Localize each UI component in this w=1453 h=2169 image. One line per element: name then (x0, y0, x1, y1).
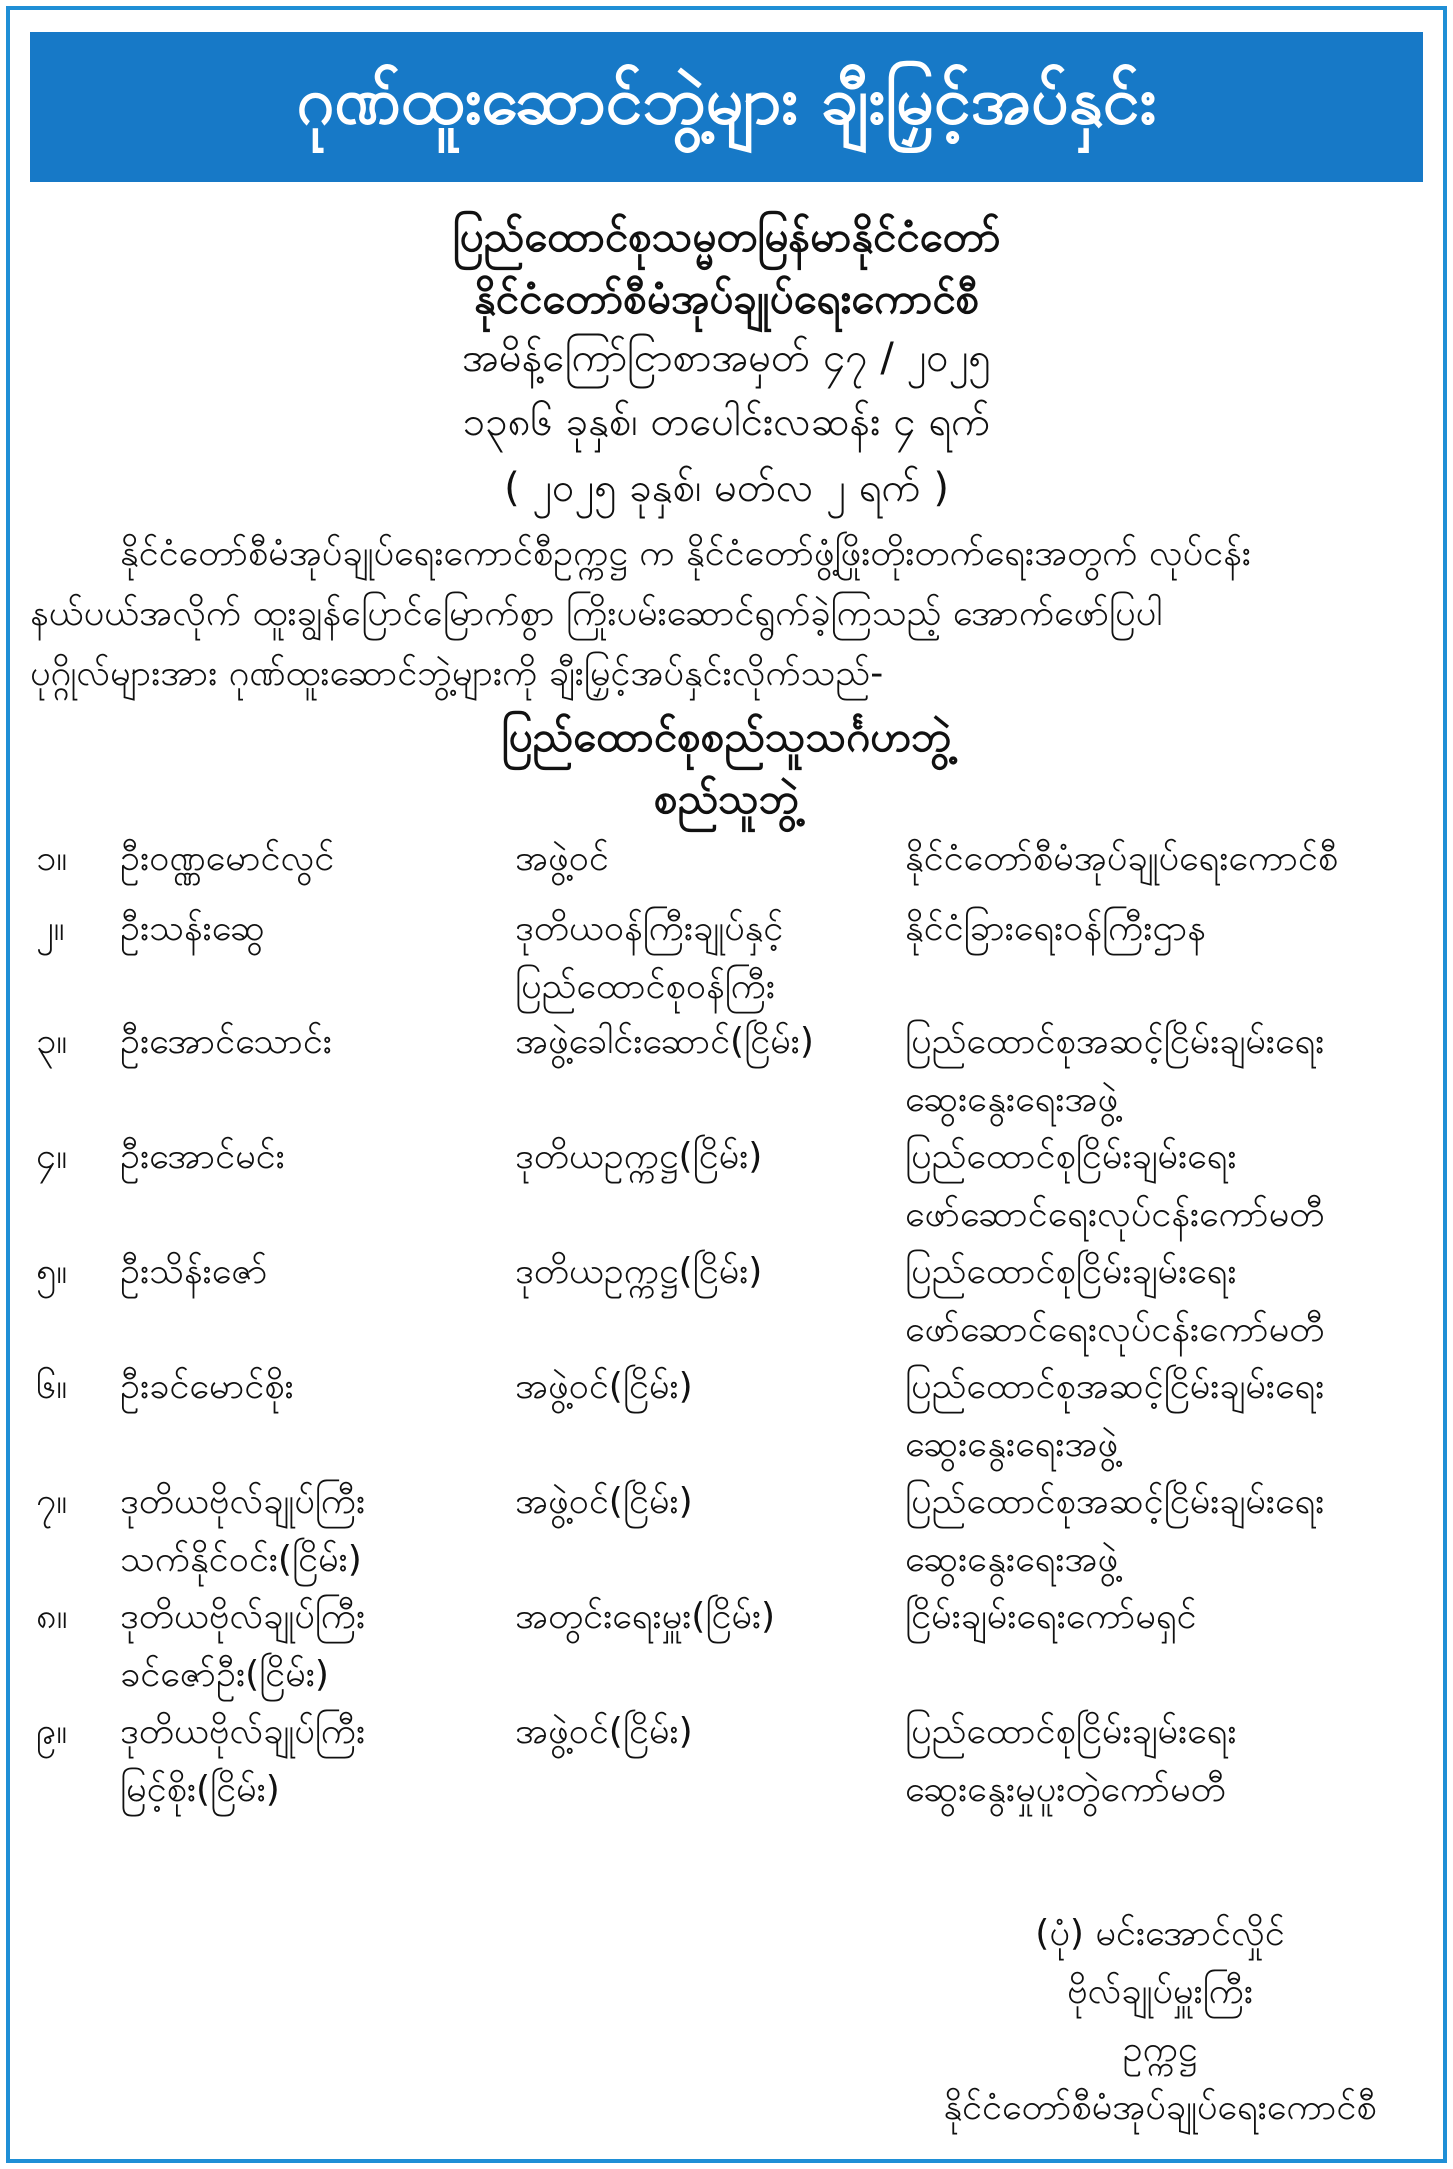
intro-line-3: ပုဂ္ဂိုလ်များအား ဂုဏ်ထူးဆောင်ဘွဲ့များကို ချီးမြှင့်အပ်နှင်းလိုက်သည်- (30, 653, 884, 694)
signature-title: ဥက္ကဋ္ဌ (1122, 2029, 1198, 2070)
recipient-organization (905, 900, 1206, 958)
recipient-organization-line: ပြည်ထောင်စုအဆင့်ငြိမ်းချမ်းရေး (905, 1021, 1325, 1062)
recipient-position-line: အဖွဲ့ဝင်(ငြိမ်း) (515, 1366, 693, 1407)
recipient-name (120, 1358, 294, 1416)
recipient-name-line: ခင်ဇော်ဦး(ငြိမ်း) (120, 1654, 329, 1695)
recipient-organization (905, 1703, 1237, 1819)
recipient-name-line: ဒုတိယဗိုလ်ချုပ်ကြီး (120, 1481, 366, 1522)
header-gregorian-date: ( ၂၀၂၅ ခုနှစ်၊ မတ်လ ၂ ရက် ) (504, 465, 949, 511)
recipient-name-line: ဦးအောင်မင်း (120, 1136, 285, 1177)
recipient-organization-line: ပြည်ထောင်စုငြိမ်းချမ်းရေး (905, 1136, 1237, 1177)
recipient-number: ၂။ (36, 908, 65, 949)
recipient-organization-line: ဖော်ဆောင်ရေးလုပ်ငန်းကော်မတီ (905, 1309, 1325, 1350)
page-frame (6, 6, 1447, 2163)
recipient-name-line: ဒုတိယဗိုလ်ချုပ်ကြီး (120, 1711, 366, 1752)
recipient-name-line: သက်နိုင်ဝင်း(ငြိမ်း) (120, 1539, 362, 1580)
recipient-name-line: ဦးအောင်သောင်း (120, 1021, 332, 1062)
intro-paragraph (30, 524, 1425, 704)
recipient-name (120, 1473, 365, 1589)
recipient-number: ၈။ (36, 1596, 68, 1637)
header-country: ပြည်ထောင်စုသမ္မတမြန်မာနိုင်ငံတော် (452, 212, 1001, 261)
recipient-name-line: မြင့်စိုး(ငြိမ်း) (120, 1769, 280, 1810)
award-subtitle: စည်သူဘွဲ့ (653, 774, 800, 823)
recipient-number: ၆။ (36, 1366, 68, 1407)
recipient-organization-line: ငြိမ်းချမ်းရေးကော်မရှင် (905, 1596, 1197, 1637)
recipient-position (515, 830, 609, 888)
recipient-position (515, 1588, 775, 1646)
recipient-position-line: အဖွဲ့ဝင် (515, 838, 609, 879)
recipient-position (515, 1128, 762, 1186)
recipient-number: ၉။ (36, 1711, 68, 1752)
recipient-organization-line: နိုင်ငံခြားရေးဝန်ကြီးဌာန (905, 908, 1206, 949)
recipient-number: ၄။ (36, 1136, 68, 1177)
recipient-name (120, 830, 334, 888)
recipient-number: ၇။ (36, 1481, 68, 1522)
recipient-organization-line: ပြည်ထောင်စုငြိမ်းချမ်းရေး (905, 1251, 1237, 1292)
recipient-organization (905, 1243, 1324, 1359)
recipient-position-line: ပြည်ထောင်စုဝန်ကြီး (515, 966, 776, 1007)
recipient-position-line: ဒုတိယဥက္ကဋ္ဌ(ငြိမ်း) (515, 1136, 763, 1177)
signature-rank: ဗိုလ်ချုပ်မှူးကြီး (1066, 1971, 1254, 2012)
recipient-organization-line: ဆွေးနွေးမှုပူးတွဲကော်မတီ (905, 1769, 1226, 1810)
recipient-name (120, 1243, 267, 1301)
recipient-position (515, 1358, 693, 1416)
recipient-organization-line: ဆွေးနွေးရေးအဖွဲ့ (905, 1424, 1119, 1465)
recipient-name-line: ဦးဝဏ္ဏမောင်လွင် (120, 838, 335, 879)
recipient-organization (905, 830, 1338, 888)
recipient-position (515, 1703, 693, 1761)
header-council: နိုင်ငံတော်စီမံအုပ်ချုပ်ရေးကောင်စီ (473, 274, 980, 323)
recipient-name (120, 900, 265, 958)
recipient-position-line: အဖွဲ့ခေါင်းဆောင်(ငြိမ်း) (515, 1021, 814, 1062)
recipient-organization (905, 1128, 1324, 1244)
header-order-number: အမိန့်ကြော်ငြာစာအမှတ် ၄၇ / ၂၀၂၅ (462, 335, 991, 381)
recipient-position (515, 1013, 814, 1071)
recipient-position-line: အဖွဲ့ဝင်(ငြိမ်း) (515, 1481, 693, 1522)
recipient-organization-line: ပြည်ထောင်စုအဆင့်ငြိမ်းချမ်းရေး (905, 1481, 1325, 1522)
recipient-name (120, 1703, 365, 1819)
recipient-organization-line: ဆွေးနွေးရေးအဖွဲ့ (905, 1539, 1119, 1580)
header-myanmar-date: ၁၃၈၆ ခုနှစ်၊ တပေါင်းလဆန်း ၄ ရက် (462, 399, 991, 445)
recipient-organization (905, 1358, 1324, 1474)
recipient-number: ၃။ (36, 1021, 68, 1062)
recipient-name-line: ဒုတိယဗိုလ်ချုပ်ကြီး (120, 1596, 366, 1637)
recipient-name-line: ဦးခင်မောင်စိုး (120, 1366, 294, 1407)
recipient-name-line: ဦးသန်းဆွေ (120, 908, 265, 949)
recipient-name-line: ဦးသိန်းဇော် (120, 1251, 268, 1292)
recipient-organization-line: ဖော်ဆောင်ရေးလုပ်ငန်းကော်မတီ (905, 1194, 1325, 1235)
recipient-organization-line: ဆွေးနွေးရေးအဖွဲ့ (905, 1079, 1119, 1120)
recipient-position-line: ဒုတိယဥက္ကဋ္ဌ(ငြိမ်း) (515, 1251, 763, 1292)
recipient-name (120, 1013, 332, 1071)
recipient-name (120, 1588, 365, 1704)
recipient-organization-line: နိုင်ငံတော်စီမံအုပ်ချုပ်ရေးကောင်စီ (905, 838, 1339, 879)
recipient-position-line: ဒုတိယဝန်ကြီးချုပ်နှင့် (515, 908, 784, 949)
recipient-position-line: အဖွဲ့ဝင်(ငြိမ်း) (515, 1711, 693, 1752)
recipient-organization-line: ပြည်ထောင်စုအဆင့်ငြိမ်းချမ်းရေး (905, 1366, 1325, 1407)
recipient-name (120, 1128, 285, 1186)
award-title: ပြည်ထောင်စုစည်သူသင်္ဂဟဘွဲ့ (501, 712, 952, 761)
recipient-number: ၁။ (36, 838, 68, 879)
recipient-position-line: အတွင်းရေးမှူး(ငြိမ်း) (515, 1596, 776, 1637)
signature-name: (ပုံ) မင်းအောင်လှိုင် (1035, 1913, 1285, 1954)
intro-line-2: နယ်ပယ်အလိုက် ထူးချွန်ပြောင်မြောက်စွာ ကြိုးပမ်းဆောင်ရွက်ခဲ့ကြသည့် အောက်ဖော်ပြပါ (30, 593, 1163, 634)
banner-title: ဂုဏ်ထူးဆောင်ဘွဲ့များ ချီးမြှင့်အပ်နှင်း (30, 32, 1423, 182)
recipient-position (515, 900, 783, 1016)
intro-line-1: နိုင်ငံတော်စီမံအုပ်ချုပ်ရေးကောင်စီဥက္ကဋ္ဌ က နိုင်ငံတော်ဖွံ့ဖြိုးတိုးတက်ရေးအတွက် လုပ်ငန်း (120, 533, 1251, 574)
recipient-organization-line: ပြည်ထောင်စုငြိမ်းချမ်းရေး (905, 1711, 1237, 1752)
signature-council: နိုင်ငံတော်စီမံအုပ်ချုပ်ရေးကောင်စီ (943, 2087, 1377, 2128)
recipient-organization (905, 1473, 1324, 1589)
recipient-position (515, 1243, 762, 1301)
recipient-organization (905, 1013, 1324, 1129)
recipient-organization (905, 1588, 1197, 1646)
recipient-position (515, 1473, 693, 1531)
recipient-number: ၅။ (36, 1251, 68, 1292)
